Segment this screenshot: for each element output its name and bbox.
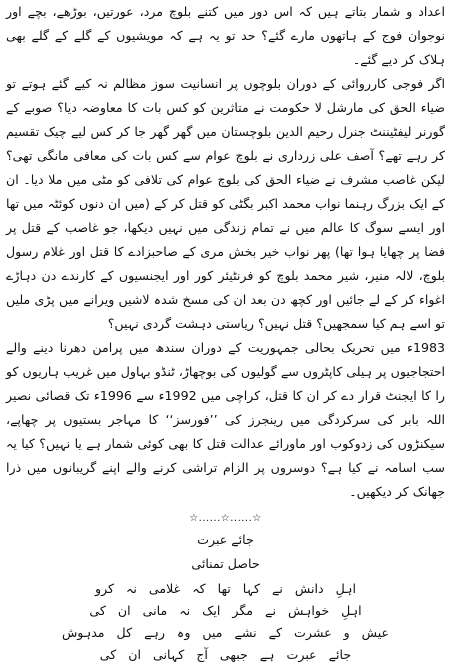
poem-verse: عیش و عشرت کے نشے میں وہ رہے کل مدہوش — [61, 625, 390, 640]
poem-verses — [6, 578, 445, 666]
poem-verse: اہلِ دانش نے کہا تھا کہ غلامی نہ کرو — [95, 581, 356, 596]
poem-verse: جائے عبرت ہے جبھی آج کہانی ان کی — [99, 647, 352, 662]
section-separator: ☆......☆......☆ — [189, 513, 262, 524]
article-paragraph-2: اگر فوجی کارروائی کے دوران بلوچوں پر انسانیت سوز مظالم نہ کیے گئے ہوتے تو ضیاء الحق کی مارشل لا حکومت نے متاثرین کو کس بات کا معاوضہ دیا؟ صوبے کے گورنر لیفٹیننٹ جنرل رحیم الدین بلوچستان میں گھر گھر جا کر کس لیے چیک تقسیم کر رہے تھے؟ آصف علی زرداری نے بلوچ عوام سے کس بات کی معافی مانگی تھی؟ لیکن غاصب مشرف نے ضیاء الحق کی بلوچ عوام کی تلافی کو مٹی میں ملا دیا۔ ان کے ایک بزرگ رہنما نواب محمد اکبر بگٹی کو قتل کر کے (میں ان دنوں کوئٹہ میں تھا اور ایسے سوگ کا عالم میں نے تمام زندگی میں نہیں دیکھا، جو غاصب کے قتل پر فضا پر چھایا ہوا تھا) پھر نواب خیر بخش مری کے صاحبزادے کا قتل اور غلام رسول بلوچ، لالہ منیر، شیر محمد بلوچ کو فرنٹیئر کور اور ایجنسیوں کے کارندے دن دہاڑے اغواء کر کے لے جائیں اور کچھ دن بعد ان کی مسخ شدہ لاشیں ویرانے میں پڑی ملیں تو اسے ہم کیا سمجھیں؟ قتل نہیں؟ ریاستی دہشت گردی نہیں؟ — [6, 76, 445, 331]
article-paragraph-1: اعداد و شمار بتاتے ہیں کہ اس دور میں کتنے بلوچ مرد، عورتیں، بوڑھے، بچے اور نوجوان فوج کے ہاتھوں مارے گئے؟ حد تو یہ ہے کہ مویشیوں کے گلے کے گلے بھی ہلاک کر دیے گئے۔ — [6, 4, 445, 67]
poem-title: جائے عبرت — [197, 532, 254, 547]
poem-verse: اہلِ خواہش نے مگر ایک نہ مانی ان کی — [89, 603, 362, 618]
article-paragraph-3: 1983ء میں تحریک بحالی جمہوریت کے دوران سندھ میں پرامن دھرنا دینے والے احتجاجیوں پر ہیلی کاپٹروں سے گولیوں کی بوچھاڑ، ٹنڈو بہاول میں غریب ہاریوں کو را کا ایجنٹ قرار دے کر ان کا قتل، کراچی میں 1992ء سے 1996ء تک قصائی نصیر اللہ بابر کی سرکردگی میں رینجرز کی ’’فورسز‘‘ کا مہاجر بستیوں پر چھاپے، سیکنڑوں کی زدوکوب اور ماورائے عدالت قتل کا بھی کوئی شمار ہے یا نہیں؟ کیا یہ سب اسامہ نے کیا ہے؟ دوسروں پر الزام تراشی کرنے والے اپنے گریبانوں میں ذرا جھانک کر دیکھیں۔ — [6, 340, 445, 499]
poem-author: حاصل تمنائی — [191, 556, 260, 571]
